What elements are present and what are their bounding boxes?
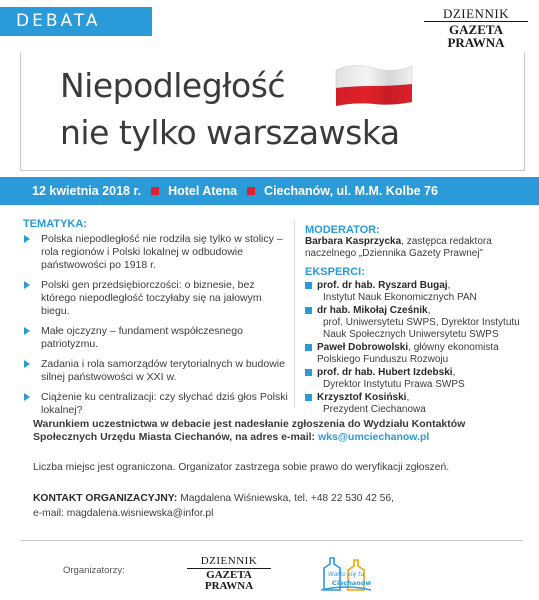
- moderator-info: [305, 236, 530, 260]
- bullet-triangle-icon: [24, 281, 30, 289]
- ciechanow-city-logo: [318, 554, 374, 594]
- organizers-label: Organizatorzy:: [63, 565, 125, 576]
- bullet-square-icon: [305, 344, 312, 351]
- expert-item: [305, 342, 530, 366]
- participation-conditions: [33, 418, 513, 444]
- svg-text:Warto się tu: Warto się tu: [328, 571, 365, 578]
- expert-separator: ,: [452, 367, 456, 378]
- event-venue: Hotel Atena: [168, 184, 238, 198]
- topic-text: Małe ojczyzny – fundament współczesnego patriotyzmu.: [41, 325, 243, 350]
- dgp-logo-footer: [183, 556, 275, 592]
- registration-email-link[interactable]: wks@umciechanow.pl: [317, 431, 430, 443]
- event-address: Ciechanów, ul. M.M. Kolbe 76: [264, 184, 438, 198]
- expert-item: [305, 280, 530, 304]
- topic-item: [23, 325, 291, 351]
- capacity-note: Liczba miejsc jest ograniczona. Organizator zastrzega sobie prawo do weryfikacji zgłoszeń.: [33, 462, 450, 473]
- bullet-triangle-icon: [24, 235, 30, 243]
- contact-person: Magdalena Wiśniewska, tel. +48 22 530 42 56,: [177, 493, 395, 504]
- topic-item: [23, 358, 291, 384]
- contact-email-link[interactable]: e-mail: magdalena.wisniewska@infor.pl: [33, 508, 214, 519]
- conditions-text: Warunkiem uczestnictwa w debacie jest nadesłanie zgłoszenia do Wydziału Kontaktów Społecznych Urzędu Miasta Ciechanów, na adres e-mail:: [33, 418, 466, 443]
- contact-label: KONTAKT ORGANIZACYJNY:: [33, 493, 178, 504]
- footer-divider: [20, 540, 523, 541]
- expert-name: prof. dr hab. Hubert Izdebski: [317, 367, 453, 378]
- moderator-role: , zastępca redaktora naczelnego „Dziennika Gazety Prawnej”: [305, 236, 492, 259]
- separator-square: [151, 187, 159, 195]
- event-type-tag: DEBATA: [0, 7, 152, 36]
- bullet-triangle-icon: [24, 393, 30, 401]
- expert-name: dr hab. Mikołaj Cześnik: [317, 305, 428, 316]
- expert-role-inline: , główny ekonomista Polskiego Funduszu Rozwoju: [317, 342, 499, 365]
- separator-square: [247, 187, 255, 195]
- topic-text: Polska niepodległość nie rodziła się tylko w stolicy – rola regionów i Polski lokalnej w odbudowie państwowości po 1918 r.: [41, 233, 283, 271]
- expert-separator: ,: [427, 305, 431, 316]
- expert-name: prof. dr hab. Ryszard Bugaj: [317, 280, 448, 291]
- expert-item: [305, 367, 530, 391]
- topic-item: [23, 279, 291, 318]
- dgp-logo-line2: GAZETA PRAWNA: [204, 569, 254, 592]
- dgp-logo: [420, 7, 532, 49]
- dgp-logo-line2: GAZETA PRAWNA: [447, 22, 505, 50]
- expert-item: [305, 392, 530, 416]
- expert-item: [305, 305, 530, 341]
- contact-info: [33, 491, 513, 521]
- event-date: 12 kwietnia 2018 r.: [32, 184, 142, 198]
- topic-text: Zadania i rola samorządów terytorialnych w budowie silnej państwowości w XXI w.: [41, 358, 285, 383]
- topic-text: Ciążenie ku centralizacji: czy słychać dziś głos Polski lokalnej?: [41, 391, 288, 416]
- expert-separator: ,: [447, 280, 451, 291]
- page-title-line1: Niepodległość: [60, 66, 286, 105]
- bullet-square-icon: [305, 394, 312, 401]
- speakers-section: [305, 224, 530, 417]
- moderator-name: Barbara Kasprzycka: [305, 236, 402, 247]
- bullet-square-icon: [305, 307, 312, 314]
- column-divider: [294, 220, 295, 408]
- topic-item: [23, 233, 291, 272]
- topic-text: Polski gen przedsiębiorczości: o biznesie, bez którego niepodległość toczyłaby się na jałowym biegu.: [41, 279, 262, 317]
- bullet-square-icon: [305, 369, 312, 376]
- topic-item: [23, 391, 291, 417]
- bullet-triangle-icon: [24, 360, 30, 368]
- expert-role: Instytut Nauk Ekonomicznych PAN: [323, 292, 477, 303]
- bullet-square-icon: [305, 282, 312, 289]
- moderator-heading: MODERATOR:: [305, 224, 380, 236]
- page-title-line2: nie tylko warszawska: [60, 113, 400, 152]
- bullet-triangle-icon: [24, 327, 30, 335]
- dgp-logo-line1: DZIENNIK: [442, 6, 510, 21]
- topics-heading: TEMATYKA:: [23, 218, 87, 230]
- expert-role: prof. Uniwersytetu SWPS, Dyrektor Instytutu Nauk Społecznych Uniwersytetu SWPS: [323, 317, 520, 340]
- dgp-logo-line1: DZIENNIK: [200, 555, 258, 567]
- expert-role: Dyrektor Instytutu Prawa SWPS: [323, 379, 465, 390]
- expert-name: Krzysztof Kosiński: [317, 392, 407, 403]
- expert-separator: ,: [406, 392, 410, 403]
- svg-text:Ciechanów: Ciechanów: [332, 579, 372, 587]
- expert-role: Prezydent Ciechanowa: [323, 404, 426, 415]
- topics-section: [23, 218, 291, 424]
- expert-name: Paweł Dobrowolski: [317, 342, 409, 353]
- event-info-bar: [0, 177, 539, 205]
- experts-heading: EKSPERCI:: [305, 266, 365, 278]
- polish-flag-icon: [334, 60, 414, 108]
